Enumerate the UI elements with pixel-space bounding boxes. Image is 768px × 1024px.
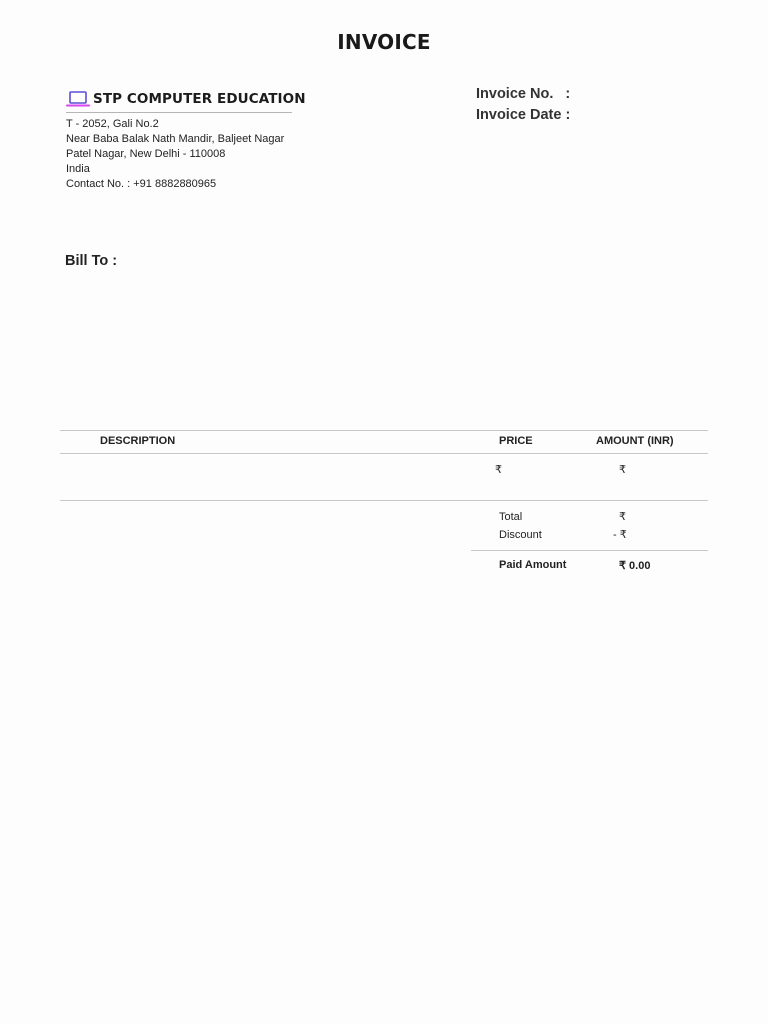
- address-line: T - 2052, Gali No.2: [66, 118, 159, 130]
- company-name: STP COMPUTER EDUCATION: [93, 91, 306, 107]
- paid-amount-value: ₹ 0.00: [619, 560, 651, 572]
- laptop-icon: [66, 90, 90, 108]
- table-header-divider: [60, 453, 708, 454]
- column-header-description: DESCRIPTION: [100, 435, 176, 447]
- company-header: [66, 88, 306, 113]
- row-amount: ₹: [619, 464, 626, 476]
- invoice-title: INVOICE: [337, 30, 431, 54]
- address-line: Near Baba Balak Nath Mandir, Baljeet Nagar: [66, 133, 285, 145]
- total-value: ₹: [619, 511, 626, 523]
- address-line: Patel Nagar, New Delhi - 110008: [66, 148, 226, 160]
- row-price: ₹: [495, 464, 502, 476]
- column-header-amount: AMOUNT (INR): [596, 435, 674, 447]
- contact-number: Contact No. : +91 8882880965: [66, 178, 217, 190]
- bill-to-label: Bill To :: [65, 253, 118, 269]
- column-header-price: PRICE: [499, 435, 533, 447]
- invoice-number-label: Invoice No. :: [476, 86, 571, 102]
- company-address: [66, 117, 292, 192]
- table-bottom-divider: [60, 500, 708, 501]
- invoice-date-label: Invoice Date :: [476, 107, 571, 123]
- address-line: India: [66, 163, 90, 175]
- invoice-meta: [476, 84, 570, 126]
- total-label: Total: [499, 511, 523, 523]
- discount-label: Discount: [499, 529, 542, 541]
- table-top-divider: [60, 430, 708, 431]
- summary-divider: [471, 550, 708, 551]
- company-block: [66, 88, 306, 192]
- discount-value: - ₹: [613, 529, 627, 541]
- paid-amount-label: Paid Amount: [499, 559, 567, 571]
